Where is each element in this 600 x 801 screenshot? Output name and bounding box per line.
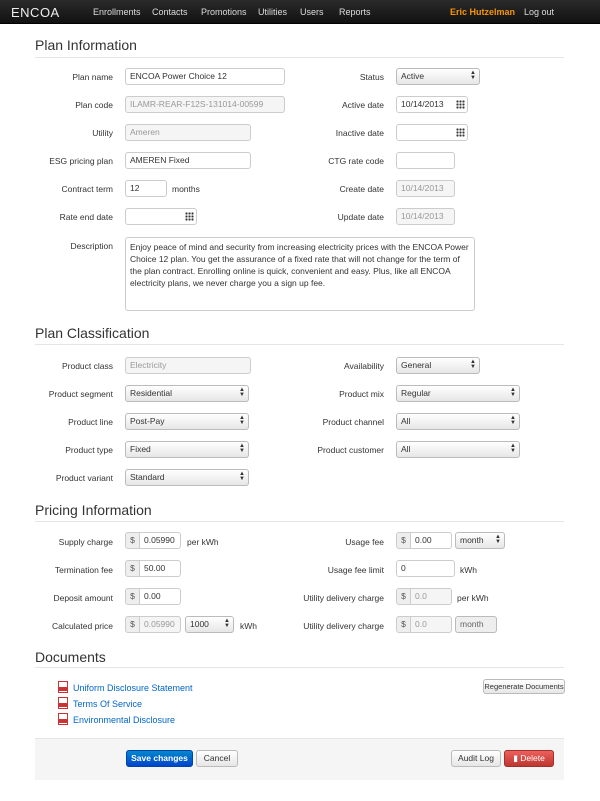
ctg-rate-code-input[interactable] bbox=[396, 152, 455, 169]
nav-promotions[interactable]: Promotions bbox=[201, 7, 247, 17]
cancel-button[interactable]: Cancel bbox=[196, 750, 238, 767]
document-link-label[interactable]: Terms Of Service bbox=[73, 699, 143, 709]
utility-delivery-charge-monthly-label: Utility delivery charge bbox=[303, 621, 384, 631]
termination-fee-input[interactable]: 50.00 bbox=[139, 560, 181, 577]
usage-fee-period-select[interactable] bbox=[455, 532, 505, 549]
product-mix-label: Product mix bbox=[339, 389, 384, 399]
plan-code-label: Plan code bbox=[75, 100, 113, 110]
active-date-label: Active date bbox=[341, 100, 384, 110]
nav-logout[interactable]: Log out bbox=[524, 7, 555, 17]
product-type-select[interactable] bbox=[125, 441, 249, 458]
nav-user-name[interactable]: Eric Hutzelman bbox=[450, 7, 516, 17]
calculated-price-input: 0.05990 bbox=[139, 616, 181, 633]
usage-fee-limit-label: Usage fee limit bbox=[327, 565, 384, 575]
supply-charge-unit: per kWh bbox=[187, 537, 219, 547]
active-date-value: 10/14/2013 bbox=[401, 99, 444, 109]
description-textarea[interactable]: Enjoy peace of mind and security from increasing electricity prices with the ENCOA Power Choice 12 plan. You get the assurance of a fixed rate that will not change for the term of the plan contract. Enrolling online is quick, convenient and easy. Plus, like all ENCOA electricity plans, we never charge you a sign up fee. bbox=[125, 237, 475, 311]
top-navbar bbox=[0, 0, 600, 24]
pdf-icon bbox=[58, 713, 68, 725]
product-variant-label: Product variant bbox=[55, 473, 113, 483]
esg-pricing-plan-label: ESG pricing plan bbox=[49, 156, 113, 166]
product-type-value: Fixed bbox=[130, 444, 151, 454]
contract-term-unit: months bbox=[172, 184, 200, 194]
select-arrows-icon: ▲ ▼ bbox=[510, 415, 516, 426]
document-link-label[interactable]: Uniform Disclosure Statement bbox=[73, 683, 193, 693]
select-arrows-icon: ▲ ▼ bbox=[239, 471, 245, 482]
calculated-price-unit: kWh bbox=[240, 621, 257, 631]
product-customer-select[interactable] bbox=[396, 441, 520, 458]
update-date-input: 10/14/2013 bbox=[396, 208, 455, 225]
select-arrows-icon: ▲ ▼ bbox=[239, 415, 245, 426]
nav-utilities[interactable]: Utilities bbox=[258, 7, 288, 17]
esg-pricing-plan-input[interactable]: AMEREN Fixed bbox=[125, 152, 251, 169]
select-arrows-icon: ▲ ▼ bbox=[239, 443, 245, 454]
calculated-qty-select[interactable] bbox=[185, 616, 234, 633]
product-line-select[interactable] bbox=[125, 413, 249, 430]
select-arrows-icon: ▲ ▼ bbox=[470, 70, 476, 81]
product-line-value: Post-Pay bbox=[130, 416, 165, 426]
usage-fee-label: Usage fee bbox=[345, 537, 384, 547]
select-arrows-icon: ▲ ▼ bbox=[239, 387, 245, 398]
nav-enrollments[interactable]: Enrollments bbox=[93, 7, 141, 17]
calendar-icon[interactable] bbox=[456, 128, 465, 137]
utility-delivery-charge-monthly-input: 0.0 bbox=[410, 616, 452, 633]
select-arrows-icon: ▲ ▼ bbox=[224, 618, 230, 629]
product-segment-label: Product segment bbox=[48, 389, 113, 399]
status-label: Status bbox=[359, 72, 384, 82]
product-customer-value: All bbox=[401, 444, 411, 454]
supply-charge-label: Supply charge bbox=[58, 537, 113, 547]
product-channel-value: All bbox=[401, 416, 411, 426]
product-class-input: Electricity bbox=[125, 357, 251, 374]
nav-reports[interactable]: Reports bbox=[339, 7, 371, 17]
pdf-icon bbox=[58, 697, 68, 709]
select-arrows-icon: ▲ ▼ bbox=[470, 359, 476, 370]
save-changes-button[interactable]: Save changes bbox=[126, 750, 193, 767]
document-link-label[interactable]: Environmental Disclosure bbox=[73, 715, 176, 725]
pdf-icon bbox=[58, 681, 68, 693]
currency-addon: $ bbox=[125, 588, 140, 605]
product-customer-label: Product customer bbox=[317, 445, 384, 455]
regenerate-documents-button[interactable]: Regenerate Documents bbox=[483, 679, 565, 694]
nav-users[interactable]: Users bbox=[300, 7, 324, 17]
inactive-date-label: Inactive date bbox=[335, 128, 384, 138]
product-line-label: Product line bbox=[68, 417, 113, 427]
usage-fee-input[interactable]: 0.00 bbox=[410, 532, 452, 549]
plan-name-label: Plan name bbox=[72, 72, 113, 82]
brand-logo[interactable]: ENCOA bbox=[11, 5, 60, 20]
utility-label: Utility bbox=[92, 128, 113, 138]
rate-end-date-label: Rate end date bbox=[59, 212, 113, 222]
calculated-qty-value: 1000 bbox=[190, 619, 209, 629]
usage-fee-limit-input[interactable]: 0 bbox=[396, 560, 455, 577]
product-mix-value: Regular bbox=[401, 388, 431, 398]
inactive-date-input[interactable] bbox=[396, 124, 468, 141]
pricing-information-heading: Pricing Information bbox=[35, 502, 152, 518]
calendar-icon[interactable] bbox=[185, 212, 194, 221]
calendar-icon[interactable] bbox=[456, 100, 465, 109]
select-arrows-icon: ▲ ▼ bbox=[510, 443, 516, 454]
availability-value: General bbox=[401, 360, 432, 370]
product-segment-value: Residential bbox=[130, 388, 173, 398]
contract-term-input[interactable]: 12 bbox=[125, 180, 167, 197]
product-segment-select[interactable] bbox=[125, 385, 249, 402]
rate-end-date-input[interactable] bbox=[125, 208, 197, 225]
currency-addon: $ bbox=[125, 616, 140, 633]
delete-label: Delete bbox=[520, 753, 545, 763]
currency-addon: $ bbox=[125, 532, 140, 549]
usage-fee-period-value: month bbox=[460, 535, 484, 545]
divider bbox=[35, 667, 564, 668]
currency-addon: $ bbox=[396, 532, 411, 549]
deposit-amount-input[interactable]: 0.00 bbox=[139, 588, 181, 605]
divider bbox=[35, 344, 564, 345]
product-variant-value: Standard bbox=[130, 472, 165, 482]
availability-label: Availability bbox=[343, 361, 384, 371]
supply-charge-input[interactable]: 0.05990 bbox=[139, 532, 181, 549]
utility-delivery-charge-label: Utility delivery charge bbox=[303, 593, 384, 603]
status-value: Active bbox=[401, 71, 425, 81]
product-variant-select[interactable] bbox=[125, 469, 249, 486]
document-link[interactable] bbox=[58, 713, 175, 725]
documents-heading: Documents bbox=[35, 649, 106, 665]
audit-log-button[interactable]: Audit Log bbox=[451, 750, 501, 767]
document-link[interactable] bbox=[58, 697, 142, 709]
availability-select[interactable] bbox=[396, 357, 480, 374]
product-channel-label: Product channel bbox=[322, 417, 384, 427]
product-mix-select[interactable] bbox=[396, 385, 520, 402]
utility-delivery-charge-input: 0.0 bbox=[410, 588, 452, 605]
status-select[interactable] bbox=[396, 68, 480, 85]
calculated-price-label: Calculated price bbox=[52, 621, 113, 631]
product-type-label: Product type bbox=[65, 445, 113, 455]
trash-icon: ▮ bbox=[513, 753, 521, 763]
termination-fee-label: Termination fee bbox=[54, 565, 113, 575]
select-arrows-icon: ▲ ▼ bbox=[495, 534, 501, 545]
active-date-input[interactable] bbox=[396, 96, 468, 113]
divider bbox=[35, 57, 564, 58]
plan-information-heading: Plan Information bbox=[35, 37, 137, 53]
currency-addon: $ bbox=[396, 588, 411, 605]
document-link[interactable] bbox=[58, 681, 193, 693]
utility-delivery-charge-unit: per kWh bbox=[457, 593, 489, 603]
update-date-label: Update date bbox=[337, 212, 384, 222]
currency-addon: $ bbox=[125, 560, 140, 577]
product-channel-select[interactable] bbox=[396, 413, 520, 430]
divider bbox=[35, 521, 564, 522]
create-date-input: 10/14/2013 bbox=[396, 180, 455, 197]
plan-code-input: ILAMR-REAR-F12S-131014-00599 bbox=[125, 96, 285, 113]
contract-term-label: Contract term bbox=[61, 184, 113, 194]
currency-addon: $ bbox=[396, 616, 411, 633]
nav-contacts[interactable]: Contacts bbox=[152, 7, 188, 17]
utility-delivery-period: month bbox=[455, 616, 497, 633]
deposit-amount-label: Deposit amount bbox=[53, 593, 113, 603]
product-class-label: Product class bbox=[61, 361, 113, 371]
utility-input: Ameren bbox=[125, 124, 251, 141]
ctg-rate-code-label: CTG rate code bbox=[328, 156, 384, 166]
usage-fee-limit-unit: kWh bbox=[460, 565, 477, 575]
delete-button[interactable] bbox=[504, 750, 554, 767]
select-arrows-icon: ▲ ▼ bbox=[510, 387, 516, 398]
plan-name-input[interactable]: ENCOA Power Choice 12 bbox=[125, 68, 285, 85]
plan-classification-heading: Plan Classification bbox=[35, 325, 150, 341]
create-date-label: Create date bbox=[339, 184, 384, 194]
description-label: Description bbox=[70, 241, 113, 251]
